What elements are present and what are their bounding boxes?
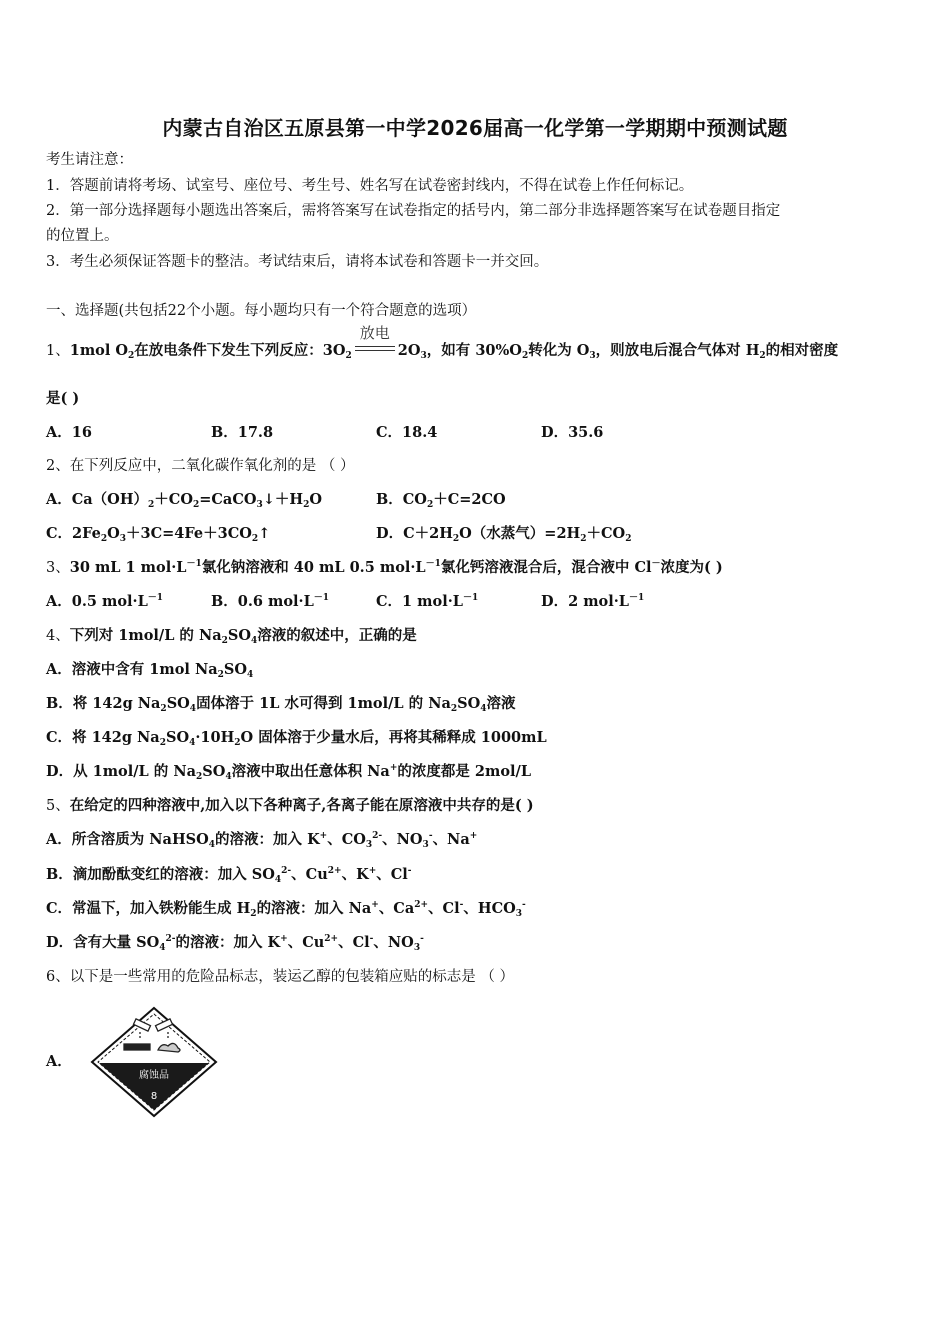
q1-option-d[interactable]: D．35.6 bbox=[541, 424, 604, 441]
sign-class-number: 8 bbox=[150, 1091, 158, 1102]
q2-option-b[interactable]: B．$CO_2+C=2CO$ bbox=[376, 491, 506, 510]
q3-option-d[interactable]: D．2 $mol\cdot L^{-1}$ bbox=[541, 593, 645, 610]
page-title: 内蒙古自治区五原县第一中学2026届高一化学第一学期期中预测试题 bbox=[162, 116, 788, 140]
corrosive-hazard-sign[interactable] bbox=[88, 1006, 220, 1118]
q1-number: 1、 bbox=[46, 343, 70, 359]
q3-option-b[interactable]: B．0.6 $mol\cdot L^{-1}$ bbox=[211, 593, 330, 610]
q5-option-d[interactable]: D．含有大量 $SO_4^{2-}$的溶液：加入 K+、$Cu^{2+}$、Cl-、$NO_3^-$ bbox=[46, 934, 424, 953]
question-3: 3、30 mL 1 $mol\cdot L^{-1}$氯化钠溶液和 40 mL 0.5 $mol\cdot L^{-1}$氯化钙溶液混合后，混合液中 Cl－浓度为( ) bbox=[46, 559, 723, 576]
notice-item-2: 2．第一部分选择题每小题选出答案后，需将答案写在试卷指定的括号内，第二部分非选择题答案写在试卷题目指定 bbox=[46, 203, 781, 219]
q5-option-a[interactable]: A．所含溶质为 NaHSO$_4$的溶液：加入 K+、$CO_3^{2-}$、$NO_3^-$、Na+ bbox=[46, 831, 478, 850]
q4-option-c[interactable]: C．将 142g $Na_2SO_4\cdot 10H_2O$ 固体溶于少量水后，再将其稀释成 1000mL bbox=[46, 729, 547, 748]
q4-option-b[interactable]: B．将 142g $Na_2SO_4$固体溶于 1L 水可得到 1mol/L 的 $Na_2SO_4$溶液 bbox=[46, 695, 516, 714]
question-5: 5、在给定的四种溶液中,加入以下各种离子,各离子能在原溶液中共存的是( ) bbox=[46, 797, 534, 814]
notice-item-3: 3．考生必须保证答题卡的整洁。考试结束后，请将本试卷和答题卡一并交回。 bbox=[46, 254, 549, 270]
q2-option-a[interactable]: A．$Ca(OH)_2+CO_2=CaCO_3↓+H_2O$ bbox=[46, 491, 323, 510]
question-1: 1、1mol $O_2$在放电条件下发生下列反应：$3O_2$ 放电 $2O_3$，如有 $30\%O_2$转化为 $O_3$，则放电后混合气体对 $H_2$的相对密度 bbox=[46, 324, 839, 361]
q6-option-a[interactable]: A． bbox=[46, 1053, 72, 1070]
q4-option-d[interactable]: D．从 1mol/L 的 $Na_2SO_4$溶液中取出任意体积 Na+的浓度都是 2mol/L bbox=[46, 763, 532, 782]
question-6: 6、以下是一些常用的危险品标志，装运乙醇的包装箱应贴的标志是 （ ） bbox=[46, 969, 514, 985]
section-heading: 一、选择题(共包括22个小题。每小题均只有一个符合题意的选项） bbox=[46, 303, 477, 319]
notice-item-1: 1．答题前请将考场、试室号、座位号、考生号、姓名写在试卷密封线内，不得在试卷上作任何标记。 bbox=[46, 178, 694, 194]
question-2: 2、在下列反应中，二氧化碳作氧化剂的是 （ ） bbox=[46, 458, 355, 474]
notice-item-2-cont: 的位置上。 bbox=[46, 228, 119, 244]
q5-option-b[interactable]: B．滴加酚酞变红的溶液：加入 $SO_4^{2-}$、$Cu^{2+}$、K+、Cl- bbox=[46, 866, 412, 885]
q2-option-d[interactable]: D．$C+2H_2O$（水蒸气）$=2H_2+CO_2$ bbox=[376, 525, 632, 544]
question-4: 4、下列对 1mol/L 的 $Na_2SO_4$溶液的叙述中，正确的是 bbox=[46, 627, 417, 646]
q1-option-c[interactable]: C．18.4 bbox=[376, 424, 438, 441]
sign-label: 腐蚀品 bbox=[139, 1070, 169, 1081]
notice-heading: 考生请注意： bbox=[46, 152, 133, 168]
q1-option-a[interactable]: A．16 bbox=[46, 424, 92, 441]
q1-option-b[interactable]: B．17.8 bbox=[211, 424, 274, 441]
q3-option-c[interactable]: C．1 $mol\cdot L^{-1}$ bbox=[376, 593, 479, 610]
q4-option-a[interactable]: A．溶液中含有 1mol $Na_2SO_4$ bbox=[46, 661, 254, 680]
q5-option-c[interactable]: C．常温下，加入铁粉能生成 $H_2$的溶液：加入 Na+、$Ca^{2+}$、Cl-、$HCO_3^-$ bbox=[46, 900, 526, 919]
question-1-cont: 是( ) bbox=[46, 390, 80, 407]
q2-option-c[interactable]: C．$2Fe_2O_3+3C=4Fe+3CO_2↑$ bbox=[46, 525, 271, 544]
reaction-arrow: 放电 bbox=[353, 339, 397, 359]
q3-option-a[interactable]: A．0.5 $mol\cdot L^{-1}$ bbox=[46, 593, 164, 610]
